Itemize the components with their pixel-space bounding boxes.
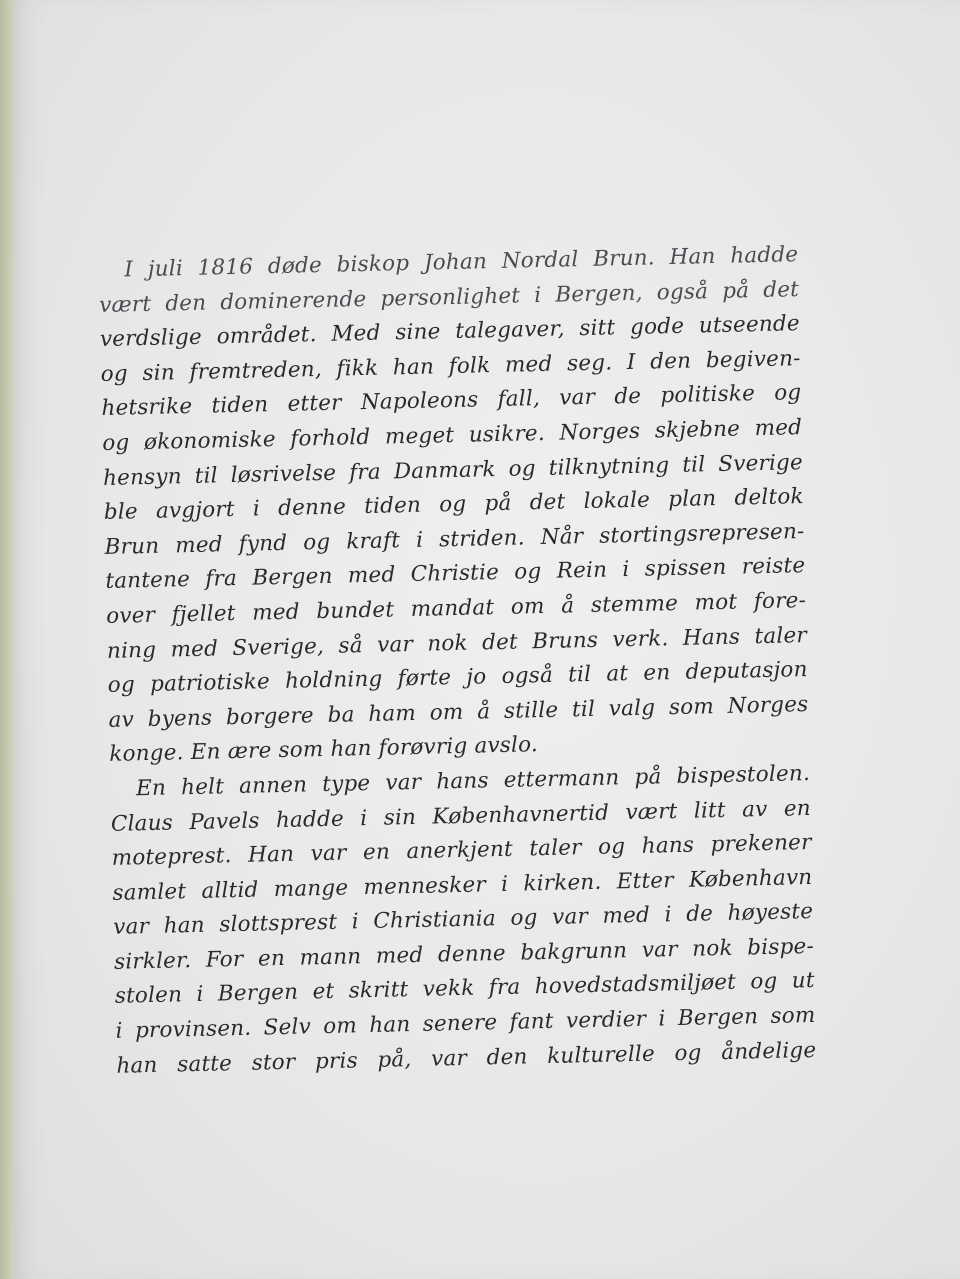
text-line: ning med Sverige, så var nok det Bruns verk. Hans taler: [106, 622, 808, 664]
text-line: han satte stor pris på, var den kulturelle og åndelige: [116, 1037, 817, 1079]
text-line: og økonomiske forhold meget usikre. Norges skjebne med: [102, 415, 803, 456]
text-line: var han slottsprest i Christiania og var med i de høyeste: [113, 899, 814, 941]
text-line: En helt annen type var hans ettermann på bispestolen.: [135, 760, 811, 802]
text-line: i provinsen. Selv om han senere fant verdier i Bergen som: [115, 1002, 816, 1044]
text-line: ble avgjort i denne tiden og på det lokale plan deltok: [103, 484, 804, 526]
text-line: over fjellet med bundet mandat om å stemme mot fore-: [105, 587, 807, 629]
text-line: konge. En ære som han forøvrig avslo.: [109, 732, 539, 768]
text-line: I juli 1816 døde biskop Johan Nordal Brun. Han hadde: [124, 242, 799, 283]
book-page: [14, 0, 960, 1279]
text-line: og sin fremtreden, fikk han folk med seg. I den begiven-: [100, 345, 801, 387]
paragraph-1: [98, 238, 810, 773]
text-line: Brun med fynd og kraft i striden. Når stortingsrepresen-: [104, 518, 805, 560]
text-line: hetsrike tiden etter Napoleons fall, var de politiske og: [101, 380, 802, 422]
body-text: [98, 238, 817, 1084]
text-line: og patriotiske holdning førte jo også til at en deputasjon: [107, 657, 808, 699]
text-line: samlet alltid mange mennesker i kirken. Etter København: [112, 864, 813, 906]
text-line: sirkler. For en mann med denne bakgrunn var nok bispe-: [113, 933, 815, 975]
text-line: verdslige området. Med sine talegaver, sitt gode utseende: [99, 311, 801, 353]
text-line: tantene fra Bergen med Christie og Rein i spissen reiste: [105, 553, 806, 595]
text-line: moteprest. Han var en anerkjent taler og hans prekener: [111, 830, 812, 871]
text-line: hensyn til løsrivelse fra Danmark og tilknytning til Sverige: [102, 449, 804, 491]
text-line: av byens borgere ba ham om å stille til valg som Norges: [108, 691, 809, 733]
text-line: vært den dominerende personlighet i Bergen, også på det: [98, 276, 800, 318]
text-line: Claus Pavels hadde i sin Københavnertid vært litt av en: [110, 795, 812, 837]
paragraph-2: [110, 757, 817, 1084]
text-line: stolen i Bergen et skritt vekk fra hovedstadsmiljøet og ut: [114, 968, 815, 1010]
